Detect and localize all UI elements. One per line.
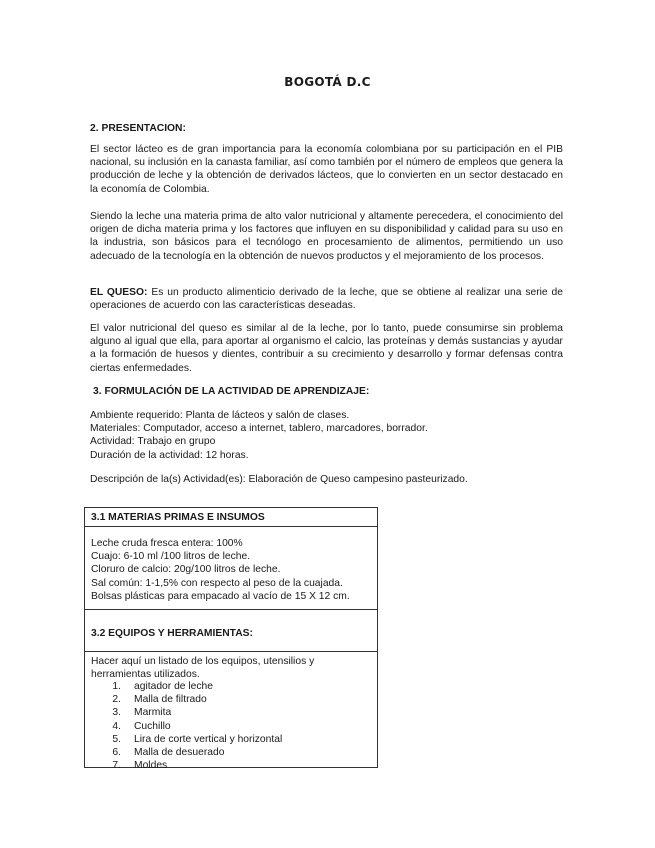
materials-equipment-table bbox=[84, 507, 378, 772]
section-3-heading: 3. FORMULACIÓN DE LA ACTIVIDAD DE APRENDIZAJE: bbox=[93, 386, 370, 397]
list-item: 7. Moldes bbox=[112, 760, 168, 772]
nutrition-paragraph: El valor nutricional del queso es similar al de la leche, por lo tanto, puede consumirse sin problema alguno al igual que ella, para aportar al organismo el calcio, las proteínas y demás sustancias y ayudar a la formación de huesos y dientes, contribuir a su crecimiento y desarrollo y formar defensas contra ciertas enfermedades. bbox=[90, 323, 563, 374]
table-divider bbox=[85, 651, 377, 652]
materia-cloruro: Cloruro de calcio: 20g/100 litros de leche. bbox=[91, 564, 281, 576]
queso-paragraph bbox=[90, 286, 563, 312]
list-item: 6. Malla de desuerado bbox=[112, 747, 225, 759]
materias-primas-list bbox=[91, 537, 350, 603]
queso-definition: Es un producto alimenticio derivado de la leche, que se obtiene al realizar una serie de operaciones de acuerdo con las características deseadas. bbox=[90, 287, 564, 312]
equipos-list bbox=[91, 680, 282, 772]
equipos-heading: 3.2 EQUIPOS Y HERRAMIENTAS: bbox=[91, 628, 253, 639]
activity-details bbox=[90, 409, 428, 462]
activity-description: Descripción de la(s) Actividad(es): Elaboración de Queso campesino pasteurizado. bbox=[90, 474, 468, 485]
list-item: 3. Marmita bbox=[112, 707, 172, 719]
materia-cuajo: Cuajo: 6-10 ml /100 litros de leche. bbox=[91, 551, 251, 563]
list-item: 1. agitador de leche bbox=[112, 681, 214, 692]
presentation-paragraph-1: El sector lácteo es de gran importancia para la economía colombiana por su participación en el PIB nacional, su inclusión en la canasta familiar, así como también por el número de empleos que genera la producción de leche y la obtención de derivados lácteos, que lo convierten en un sector destacado en la economía de Colombia. bbox=[90, 144, 563, 195]
section-2-heading: 2. PRESENTACION: bbox=[90, 123, 186, 134]
materia-bolsas: Bolsas plásticas para empacado al vacío de 15 X 12 cm. bbox=[91, 590, 350, 602]
list-item: 2. Malla de filtrado bbox=[112, 694, 207, 706]
activity-environment: Ambiente requerido: Planta de lácteos y salón de clases. bbox=[90, 410, 350, 421]
table-divider bbox=[85, 609, 377, 610]
activity-type: Actividad: Trabajo en grupo bbox=[90, 436, 216, 448]
materia-leche: Leche cruda fresca entera: 100% bbox=[91, 538, 243, 549]
list-item: 5. Lira de corte vertical y horizontal bbox=[112, 733, 283, 745]
table-divider bbox=[85, 526, 377, 527]
presentation-paragraph-2: Siendo la leche una materia prima de alto valor nutricional y altamente perecedera, el conocimiento del origen de dicha materia prima y los factores que influyen en su disponibilidad y calidad para su uso en la industria, son básicos para el tecnólogo en procesamiento de alimentos, permitiendo un uso adecuado de la tecnología en la obtención de nuevos productos y el mejoramiento de los procesos. bbox=[90, 211, 563, 262]
list-item: 4. Cuchillo bbox=[112, 720, 171, 732]
equipos-intro: Hacer aquí un listado de los equipos, utensilios y herramientas utilizados. bbox=[91, 656, 315, 681]
materias-primas-heading: 3.1 MATERIAS PRIMAS E INSUMOS bbox=[91, 512, 265, 523]
activity-duration: Duración de la actividad: 12 horas. bbox=[90, 449, 249, 461]
activity-materials: Materiales: Computador, acceso a internet, tablero, marcadores, borrador. bbox=[90, 423, 428, 435]
page-title: BOGOTÁ D.C bbox=[284, 75, 371, 89]
queso-label: EL QUESO: bbox=[90, 287, 148, 298]
materia-sal: Sal común: 1-1,5% con respecto al peso de la cuajada. bbox=[91, 577, 343, 589]
